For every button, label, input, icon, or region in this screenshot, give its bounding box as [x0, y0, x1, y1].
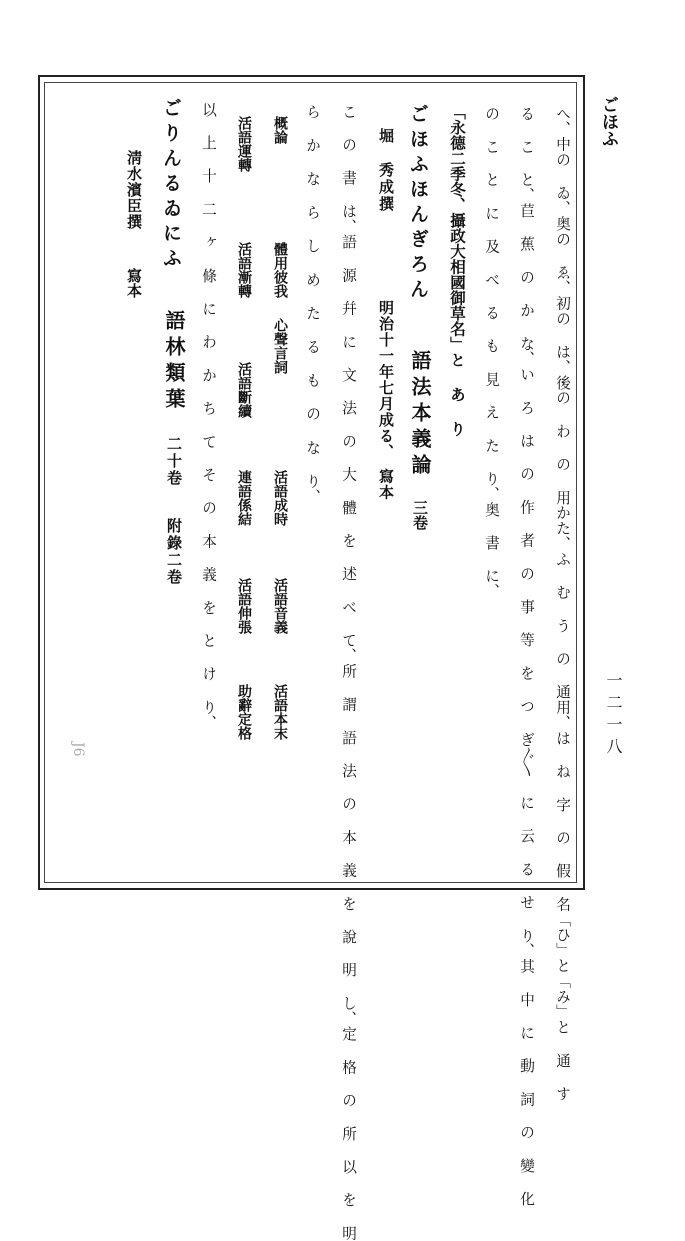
- toc-item: 活語運轉: [236, 116, 252, 172]
- entry1-summary: 以 上 十 二 ヶ 條 に わ か ち て そ の 本 義 を と け り、: [200, 102, 217, 731]
- entry1-author: 堀 秀成撰: [377, 128, 395, 213]
- text-column-2: る こ と、苣 蕉 の か な、い ろ は の 作 者 の 事 等 を つ ぎ〴〵 に 云 る せ り、其 中 に 動 詞 の 變 化: [518, 106, 535, 1207]
- toc-item: 活語漸轉: [236, 242, 252, 298]
- entry2-appendix: 附錄二卷: [165, 518, 183, 586]
- entry1-description-2: ら か な ら し め た る も の な り、: [304, 104, 321, 505]
- entry1-date: 明治十一年七月成る、 寫本: [377, 300, 395, 501]
- text-column-1: へ、中の ゐ、奥の ゑ、初の は、後の わ の 用かた、ふ む う の 通用、は ね 字 の 假 名「ひ」と「み」と 通 す: [554, 106, 571, 1102]
- toc-item: 活語成時: [272, 470, 288, 526]
- entry1-heading-kanji: 語法本義論: [408, 350, 432, 480]
- text-column-3: の こ と に 及 べ る も 見 え た り、奥 書 に、: [483, 106, 500, 600]
- entry2-form: 寫本: [125, 268, 143, 298]
- entry2-heading-kanji: 語林類葉: [162, 310, 186, 414]
- toc-item: 活語本末: [272, 684, 288, 740]
- toc-item: 心聲言詞: [272, 318, 288, 374]
- toc-item: 概論: [272, 116, 288, 144]
- entry1-description-1: こ の 書 は、語 源 幷 に 文 法 の 大 體 を 述 べ て、所 謂 語 法 の 本 義 を 說 明 し、定 格 の 所 以 を 明: [340, 104, 357, 1241]
- toc-item: 活語伸張: [236, 578, 252, 634]
- entry2-author: 淸水濱臣撰: [125, 150, 143, 230]
- text-column-4: 「永德二季冬、攝政大相國御草名」と あ り: [448, 104, 467, 437]
- toc-item: 活語音義: [272, 578, 288, 634]
- entry1-heading-kana: ごほふほんぎろん: [407, 104, 429, 304]
- toc-item: 活語斷續: [236, 362, 252, 418]
- margin-pencil-mark: J6: [70, 742, 86, 757]
- entry2-volumes: 二十卷: [165, 436, 183, 487]
- toc-item: 連語係結: [236, 470, 252, 526]
- page-number: 一二一八: [604, 672, 623, 760]
- entry2-heading-kana: ごりんるゐにふ: [160, 98, 182, 273]
- running-header: ごほふ: [598, 96, 618, 147]
- entry1-volumes: 三卷: [411, 500, 429, 530]
- toc-item: 體用彼我: [272, 242, 288, 298]
- toc-item: 助辭定格: [236, 684, 252, 740]
